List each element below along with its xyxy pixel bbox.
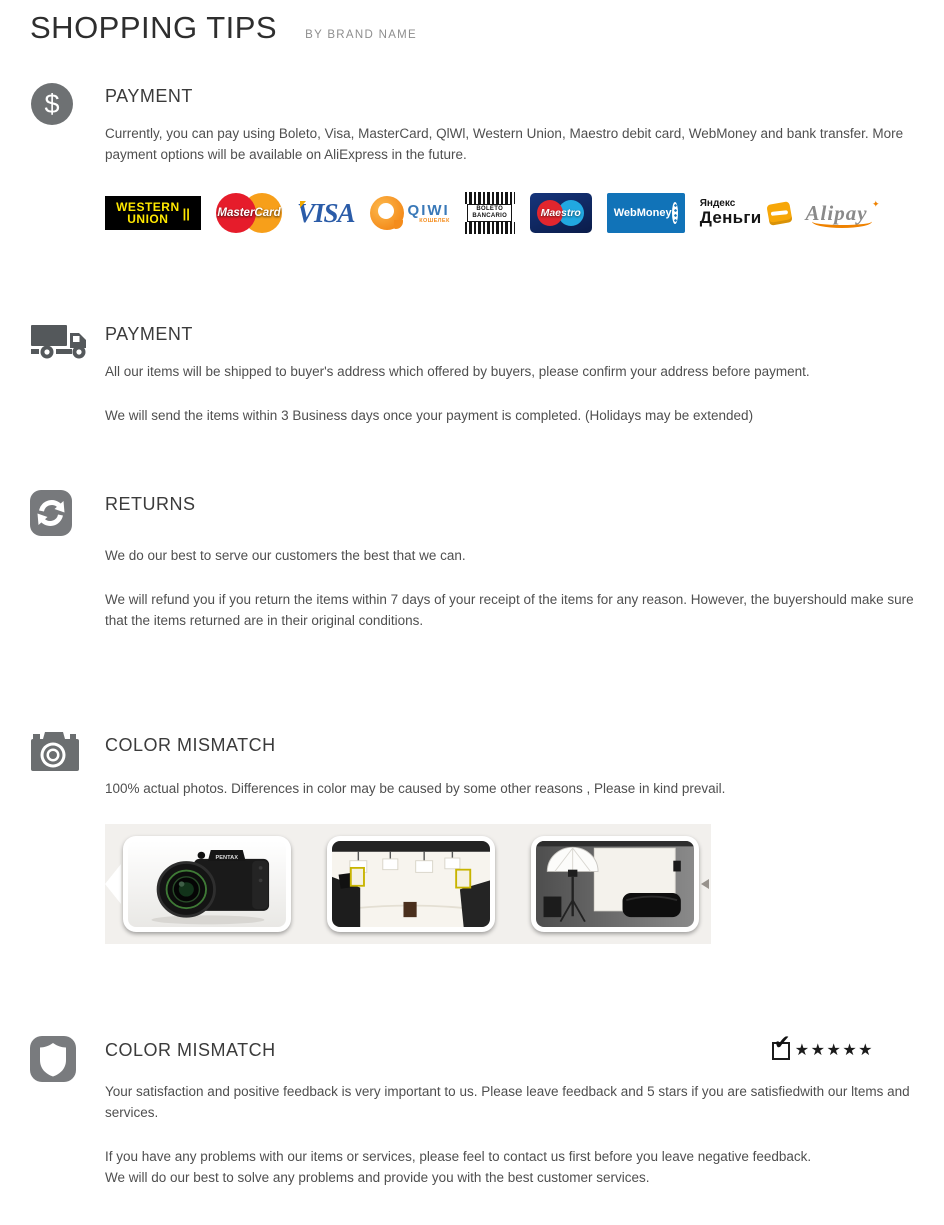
section-returns [30,490,936,631]
mastercard-label: MasterCard [217,207,281,219]
stars-icon: ★★★★★ [794,1041,874,1059]
returns-paragraph-1: We do our best to serve our customers the best that we can. [105,548,466,563]
returns-paragraph-2: We will refund you if you return the items within 7 days of your receipt of the items for any reason. However, the buyershould make sure that the items returned are in their original conditions. [105,592,914,628]
photo-carousel [105,824,711,944]
yandex-line2: Деньги [699,208,762,228]
section-title: PAYMENT [105,324,193,344]
webmoney-label: WebMoney [613,207,672,219]
visa-logo: VISA [297,197,355,228]
section-color-mismatch [30,731,936,944]
barcode-bottom [465,222,515,234]
page-header [30,10,936,46]
section-title: RETURNS [105,494,196,514]
globe-icon [672,202,678,224]
qiwi-logo [370,196,450,230]
western-union-bars: || [182,205,190,221]
dollar-icon [30,89,74,130]
truck-icon [30,347,88,364]
section-shipping [30,320,936,426]
feedback-paragraph-1: Your satisfaction and positive feedback is very important to us. Please leave feedback and 5 stars if you are satisfiedwith our ltems and services. [105,1084,910,1120]
section-title: COLOR MISMATCH [105,1040,276,1060]
page-title: SHOPPING TIPS [30,10,278,45]
alipay-logo [805,198,880,225]
five-star-rating [772,1031,874,1060]
section-feedback [30,1031,936,1188]
feedback-paragraph-2: If you have any problems with our items or services, please feel to contact us first before you leave negative feedback. [105,1149,812,1164]
shipping-paragraph-1: All our items will be shipped to buyer's address which offered by buyers, please confirm your address before payment. [105,364,810,379]
carousel-next-icon[interactable] [701,879,709,889]
wallet-icon [766,201,792,226]
section-title: PAYMENT [105,86,193,106]
feedback-paragraph-3: We will do our best to solve any problems and provide you with the best customer services. [105,1170,650,1185]
product-photo-camera [123,836,291,932]
camera-brand-label: PENTAX [215,855,238,861]
boleto-line2: BANCARIO [472,213,508,219]
maestro-label: Maestro [540,207,581,219]
barcode-top [465,192,515,204]
checkmark-icon: ✔ [773,1031,791,1054]
western-union-logo [105,196,201,230]
payment-description: Currently, you can pay using Boleto, Visa, MasterCard, QlWl, Western Union, Maestro debit card, WebMoney and bank transfer. More payment options will be available on AliExpress in the future. [105,126,904,162]
maestro-logo [530,193,592,233]
boleto-bancario-logo [465,192,515,234]
western-union-line1: WESTERN [116,200,180,214]
mastercard-logo [216,192,282,234]
qiwi-sublabel: КОШЕЛЕК [419,217,450,224]
page-subtitle: BY BRAND NAME [305,29,418,41]
svg-text:$: $ [44,89,60,119]
boleto-line1: BOLETO [476,206,504,212]
shipping-paragraph-2: We will send the items within 3 Business days once your payment is completed. (Holidays may be extended) [105,408,754,423]
alipay-label: Alipay [805,200,868,225]
section-title: COLOR MISMATCH [105,735,276,755]
webmoney-logo [607,193,685,233]
payment-methods-row [105,190,934,236]
yandex-money-logo [700,199,791,227]
photos-description: 100% actual photos. Differences in color may be caused by some other reasons , Please in kind prevail. [105,781,726,796]
refresh-icon [30,523,72,540]
section-payment-methods [30,82,936,236]
section-icon-col [30,82,105,236]
camera-icon [30,760,80,777]
alipay-spark: ✦ [872,198,880,209]
feedback-checkbox[interactable] [772,1031,791,1060]
shield-icon [30,1069,76,1086]
alipay-swoosh [812,215,872,228]
product-photo-studio-lights [327,836,495,932]
qiwi-ball-icon [370,196,404,230]
product-photo-studio-umbrella [531,836,699,932]
qiwi-label: QIWI [407,201,450,219]
western-union-line2: UNION [127,212,169,226]
yandex-line1: Яндекс [699,197,736,209]
